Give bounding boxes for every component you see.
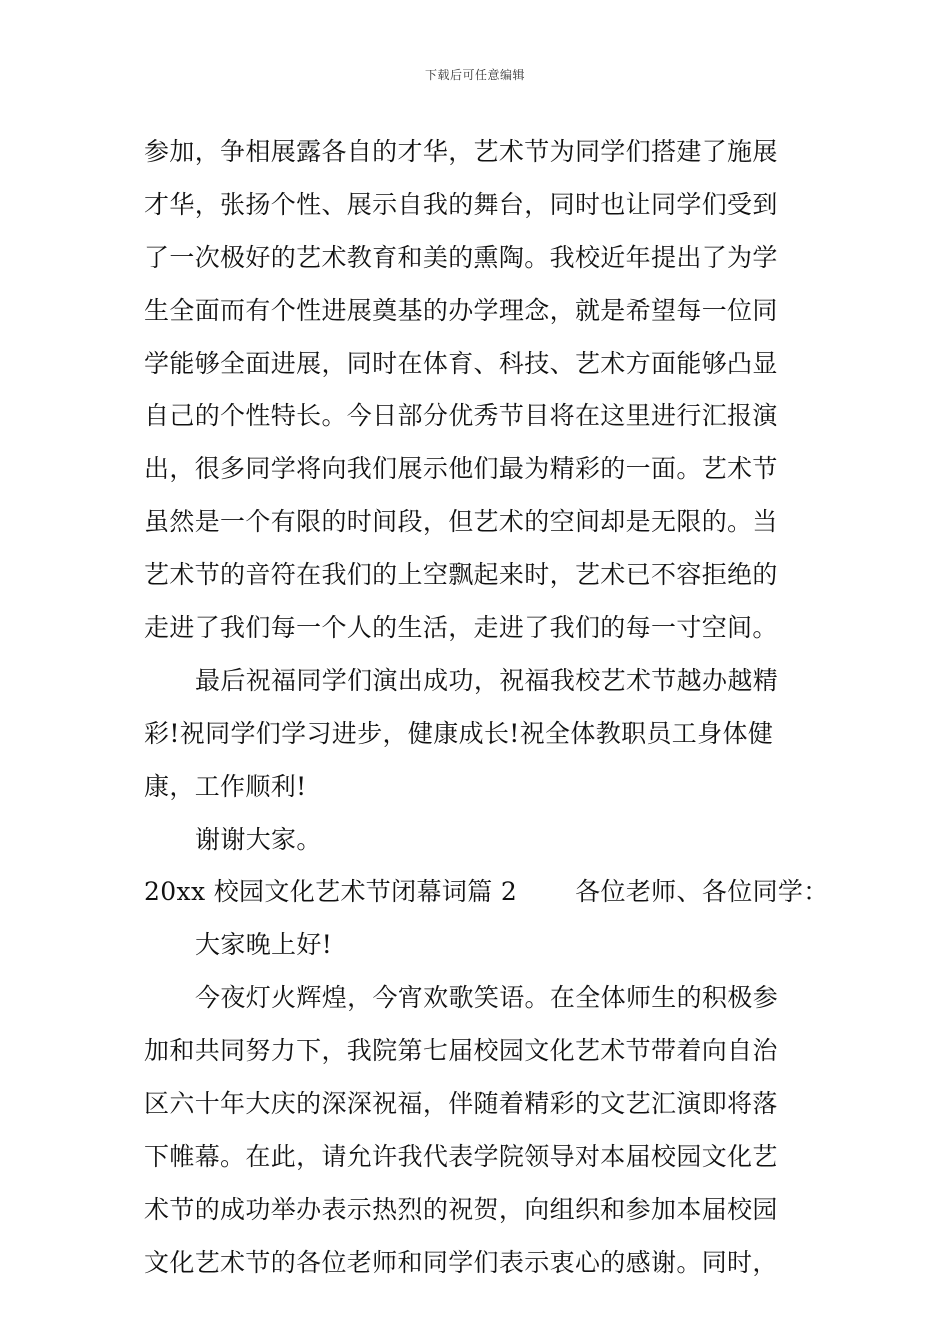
paragraph-line: 生全面而有个性进展奠基的办学理念，就是希望每一位同 [144,295,778,325]
section-title: 20xx 校园文化艺术节闭幕词篇 2 [144,877,518,907]
paragraph-line: 最后祝福同学们演出成功，祝福我校艺术节越办越精 [195,665,779,695]
paragraph-line: 艺术节的音符在我们的上空飘起来时，艺术已不容拒绝的 [144,560,778,590]
paragraph-line: 下帷幕。在此，请允许我代表学院领导对本届校园文化艺 [144,1141,778,1171]
document-body [144,126,829,1290]
greeting: 大家晚上好! [195,930,333,960]
paragraph-line: 出，很多同学将向我们展示他们最为精彩的一面。艺术节 [144,454,778,484]
paragraph-line: 了一次极好的艺术教育和美的熏陶。我校近年提出了为学 [144,242,778,272]
paragraph-line: 学能够全面进展，同时在体育、科技、艺术方面能够凸显 [144,348,778,378]
paragraph-line: 今夜灯火辉煌，今宵欢歌笑语。在全体师生的积极参 [195,983,779,1013]
paragraph-line: 走进了我们每一个人的生活，走进了我们的每一寸空间。 [144,613,778,643]
paragraph-line: 才华，张扬个性、展示自我的舞台，同时也让同学们受到 [144,189,778,219]
paragraph-line: 自己的个性特长。今日部分优秀节目将在这里进行汇报演 [144,401,778,431]
paragraph-line: 彩!祝同学们学习进步，健康成长!祝全体教职员工身体健 [144,718,774,748]
paragraph-line: 加和共同努力下，我院第七届校园文化艺术节带着向自治 [144,1036,778,1066]
section-heading-line [144,866,829,919]
salutation: 各位老师、各位同学： [575,877,829,907]
paragraph-line: 参加，争相展露各自的才华，艺术节为同学们搭建了施展 [144,137,778,166]
paragraph-line: 区六十年大庆的深深祝福，伴随着精彩的文艺汇演即将落 [144,1089,778,1119]
closing-thanks: 谢谢大家。 [195,824,322,854]
page-header: 下载后可任意编辑 [424,68,525,82]
paragraph-line: 术节的成功举办表示热烈的祝贺，向组织和参加本届校园 [144,1194,778,1224]
paragraph-line: 康，工作顺利! [144,771,307,801]
paragraph-line: 文化艺术节的各位老师和同学们表示衷心的感谢。同时， [144,1247,778,1277]
paragraph-line: 虽然是一个有限的时间段，但艺术的空间却是无限的。当 [144,507,778,537]
